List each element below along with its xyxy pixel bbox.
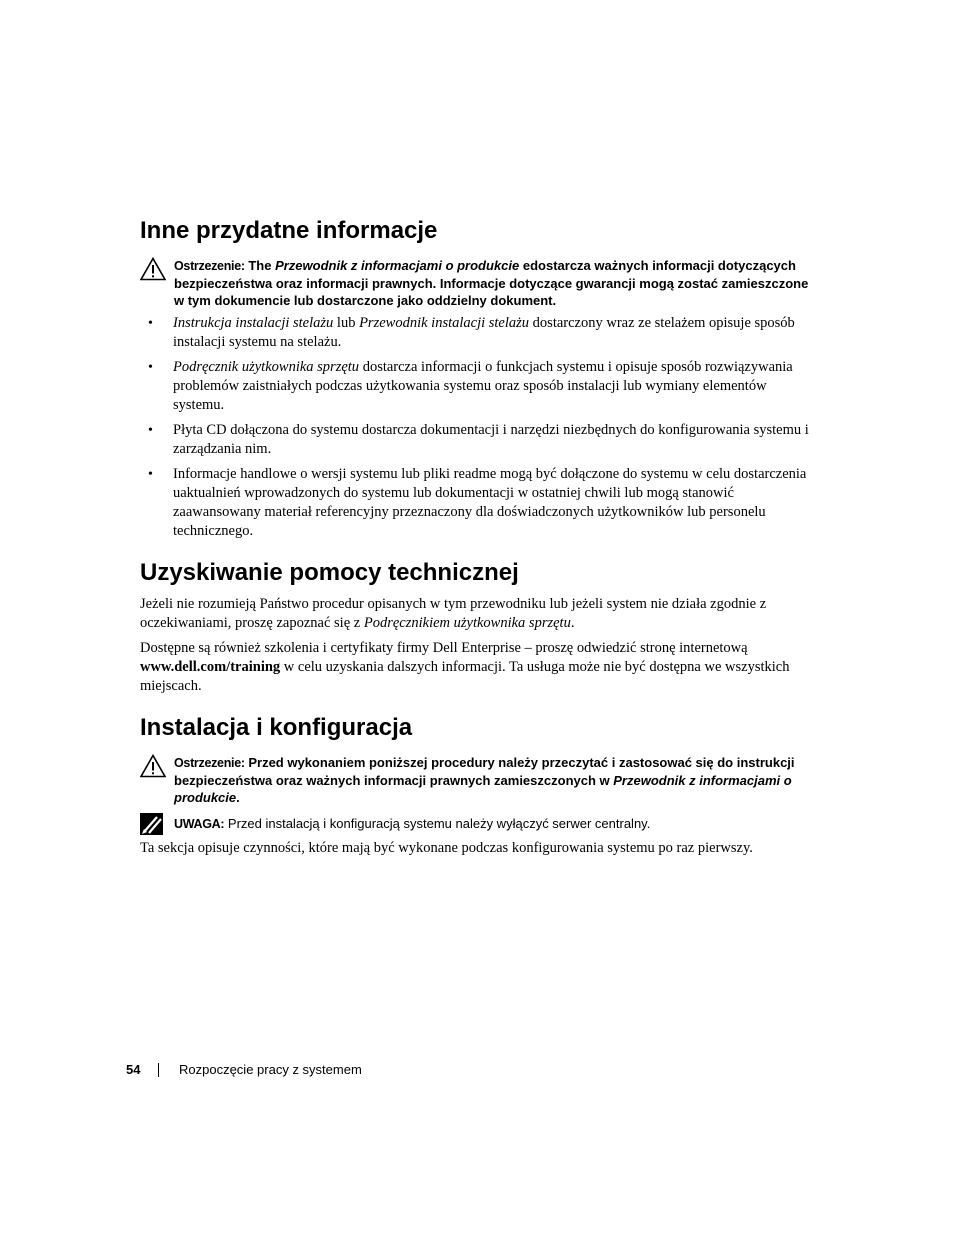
section-title-help: Uzyskiwanie pomocy technicznej: [140, 559, 519, 586]
note-shutdown: [140, 815, 820, 833]
warning-install: [140, 754, 820, 806]
warning-icon: [140, 754, 166, 778]
section-title-install: Instalacja i konfiguracja: [140, 714, 413, 741]
footer-divider: [158, 1063, 159, 1077]
note-text: UWAGA: Przed instalacją i konfiguracją systemu należy wyłączyć serwer centralny.: [174, 816, 651, 831]
page-footer: [126, 1062, 362, 1077]
list-item: • Informacje handlowe o wersji systemu lub pliki readme mogą być dołączone do systemu w celu dostarczenia uaktualnień wprowadzonych do systemu lub dokumentacji w ostatniej chwili lub mogą stanowić zaawansowany materiał referencyjny przeznaczony dla doświadczonych użytkowników lub personelu technicznego.: [148, 466, 807, 539]
warning-text: Ostrzezenie: Przed wykonaniem poniższej procedury należy przeczytać i zastosować się do instrukcji bezpieczeństwa oraz ważnych informacji prawnych zamieszczonych w Przewodnik z informacjami o produkcie.: [174, 755, 795, 805]
documentation-list: [140, 314, 820, 541]
warning-product-info: [140, 257, 820, 309]
install-paragraph: Ta sekcja opisuje czynności, które mają być wykonane podczas konfigurowania systemu po raz pierwszy.: [140, 840, 753, 856]
training-link[interactable]: www.dell.com/training: [140, 659, 281, 675]
note-pencil-icon: [140, 813, 166, 837]
help-paragraph-1: Jeżeli nie rozumieją Państwo procedur opisanych w tym przewodniku lub jeżeli system nie działa zgodnie z oczekiwaniami, proszę zapoznać się z Podręcznikiem użytkownika sprzętu.: [140, 596, 767, 631]
list-item: • Instrukcja instalacji stelażu lub Przewodnik instalacji stelażu dostarczony wraz ze stelażem opisuje sposób instalacji systemu na stelażu.: [148, 315, 795, 350]
chapter-title: Rozpoczęcie pracy z systemem: [179, 1062, 362, 1077]
section-title-other-info: Inne przydatne informacje: [140, 217, 438, 244]
list-item: • Płyta CD dołączona do systemu dostarcza dokumentacji i narzędzi niezbędnych do konfigurowania systemu i zarządzania nim.: [148, 422, 809, 457]
warning-icon: [140, 257, 166, 281]
list-item: • Podręcznik użytkownika sprzętu dostarcza informacji o funkcjach systemu i opisuje sposób rozwiązywania problemów zaistniałych podczas użytkowania systemu oraz sposób instalacji lub wymiany elementów systemu.: [148, 359, 793, 413]
warning-text: Ostrzezenie: The Przewodnik z informacjami o produkcie edostarcza ważnych informacji dotyczących bezpieczeństwa oraz informacji prawnych. Informacje dotyczące gwarancji mogą zostać zamieszczone w tym dokumencie lub dostarczone jako oddzielny dokument.: [174, 258, 809, 308]
page-number: 54: [126, 1062, 141, 1077]
help-paragraph-2: Dostępne są również szkolenia i certyfikaty firmy Dell Enterprise – proszę odwiedzić stronę internetową www.dell.com/training w celu uzyskania dalszych informacji. Ta usługa może nie być dostępna we wszystkich miejscach.: [140, 640, 790, 694]
